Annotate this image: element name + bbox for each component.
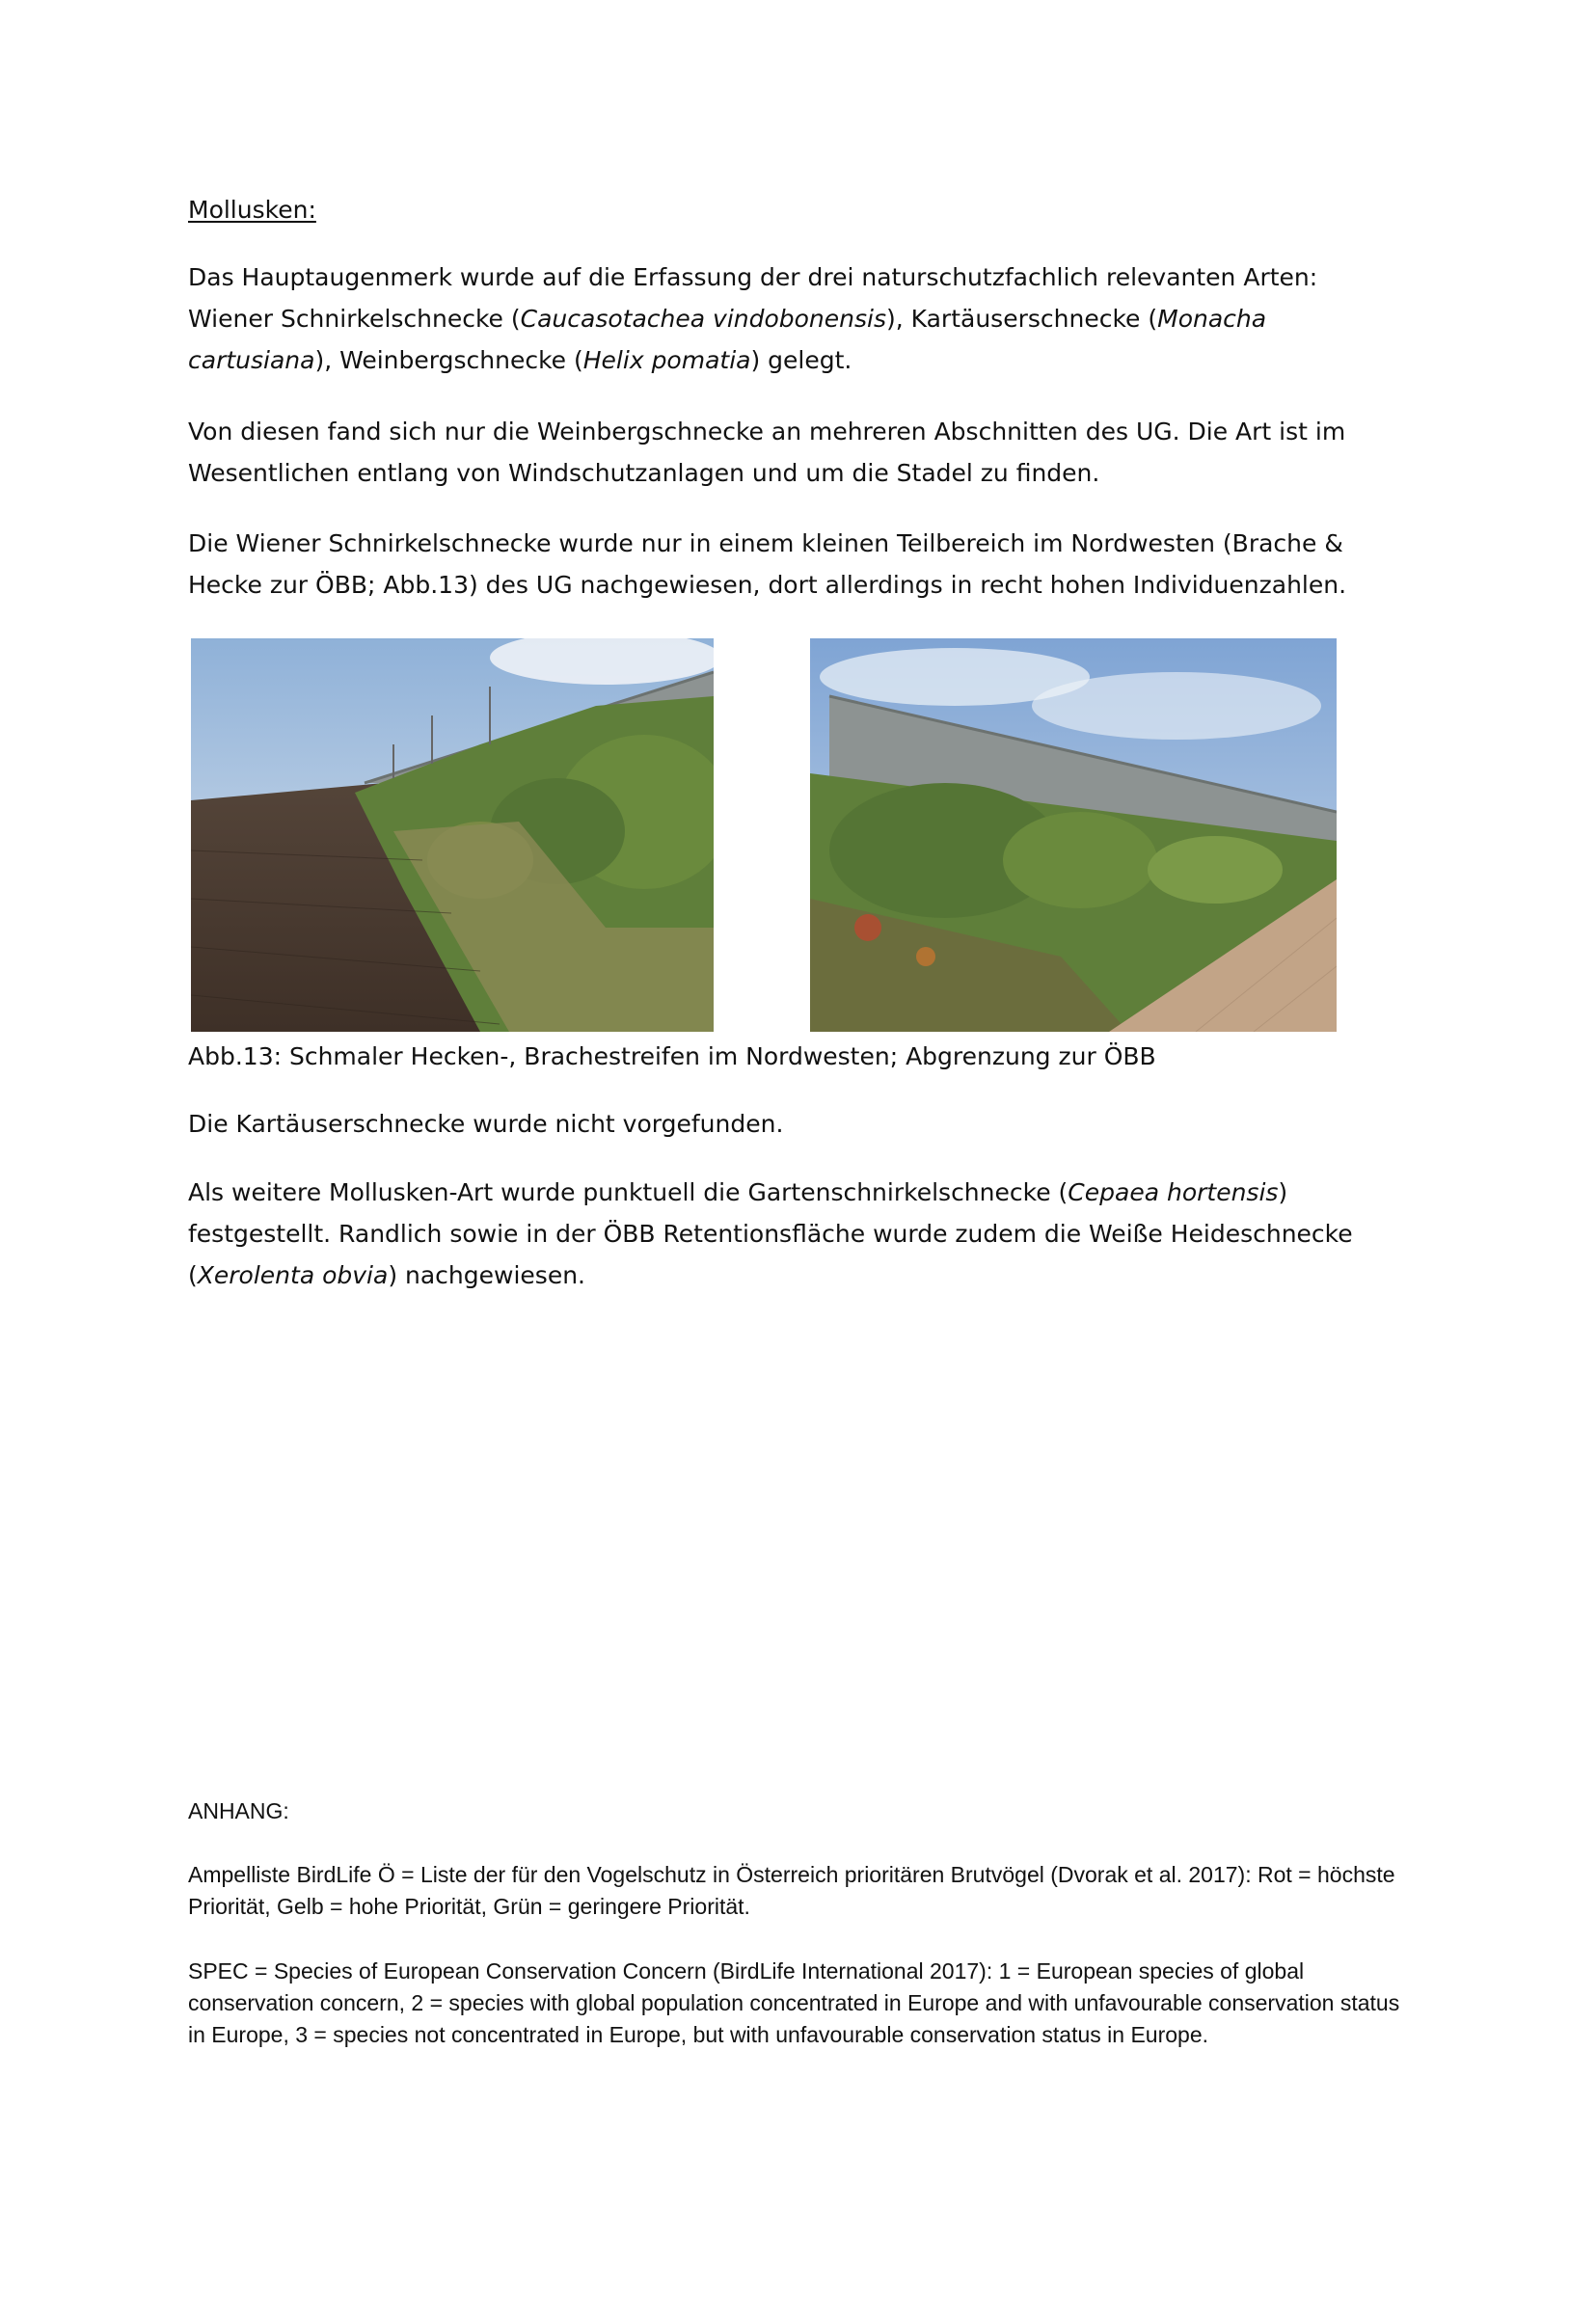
species-name: Xerolenta obvia: [197, 1261, 389, 1289]
appendix-ampel: [188, 1859, 1413, 1923]
appendix-spec: [188, 1956, 1413, 2051]
species-name: Monacha cartusiana: [188, 305, 1267, 374]
section-heading: [188, 189, 1403, 230]
paragraph-wiener-schnirkelschnecke: Die Wiener Schnirkelschnecke wurde nur in einem kleinen Teilbereich im Nordwesten (Brache & Hecke zur ÖBB; Abb.13) des UG nachgewiesen, dort allerdings in recht hohen Individuenzahlen.: [188, 529, 1347, 599]
intro-text-4: ) gelegt.: [750, 346, 852, 374]
figure-caption: [188, 1036, 1403, 1077]
intro-text-3: ), Weinbergschnecke (: [314, 346, 583, 374]
paragraph-2: [188, 411, 1403, 494]
heading-mollusken: Mollusken:: [188, 196, 316, 224]
species-name: Caucasotachea vindobonensis: [520, 305, 887, 333]
intro-text-1: Das Hauptaugenmerk wurde auf die Erfassung der drei naturschutzfachlich relevanten Arten: Wiener Schnirkelschnecke (: [188, 263, 1318, 333]
paragraph-weinbergschnecke: Von diesen fand sich nur die Weinbergschnecke an mehreren Abschnitten des UG. Die Art ist im Wesentlichen entlang von Windschutzanlagen und um die Stadel zu finden.: [188, 418, 1346, 487]
photo-hedge-field-right: [810, 638, 1337, 1032]
paragraph-kartaeuserschnecke: Die Kartäuserschnecke wurde nicht vorgefunden.: [188, 1110, 784, 1138]
intro-text-2: ), Kartäuserschnecke (: [886, 305, 1158, 333]
appendix-heading: ANHANG:: [188, 1798, 289, 1823]
paragraph-3: [188, 523, 1403, 606]
caption-abb-13: Abb.13: Schmaler Hecken-, Brachestreifen im Nordwesten; Abgrenzung zur ÖBB: [188, 1042, 1156, 1070]
p5-text-1: Als weitere Mollusken-Art wurde punktuell die Gartenschnirkelschnecke (: [188, 1178, 1069, 1206]
paragraph-5: [188, 1172, 1403, 1296]
species-name: Cepaea hortensis: [1068, 1178, 1279, 1206]
p5-text-2: ) festgestellt. Randlich sowie in der ÖBB Retentionsfläche wurde zudem die Weiße Heideschnecke (: [188, 1178, 1353, 1289]
intro-paragraph: [188, 256, 1403, 381]
species-name: Helix pomatia: [582, 346, 751, 374]
p5-text-3: ) nachgewiesen.: [388, 1261, 585, 1289]
appendix-title: [188, 1795, 1413, 1827]
appendix-spec-text: SPEC = Species of European Conservation Concern (BirdLife International 2017): 1 = European species of global conservation concern, 2 = species with global population concentrated in Europe and with unfavourable conservation status in Europe, 3 = species not concentrated in Europe, but with unfavourable conservation status in Europe.: [188, 1958, 1400, 2047]
photo-hedge-field-left: [191, 638, 714, 1032]
appendix-ampelliste-text: Ampelliste BirdLife Ö = Liste der für den Vogelschutz in Österreich prioritären Brutvögel (Dvorak et al. 2017): Rot = höchste Priorität, Gelb = hohe Priorität, Grün = geringere Priorität.: [188, 1862, 1395, 1919]
paragraph-4: [188, 1103, 1403, 1145]
